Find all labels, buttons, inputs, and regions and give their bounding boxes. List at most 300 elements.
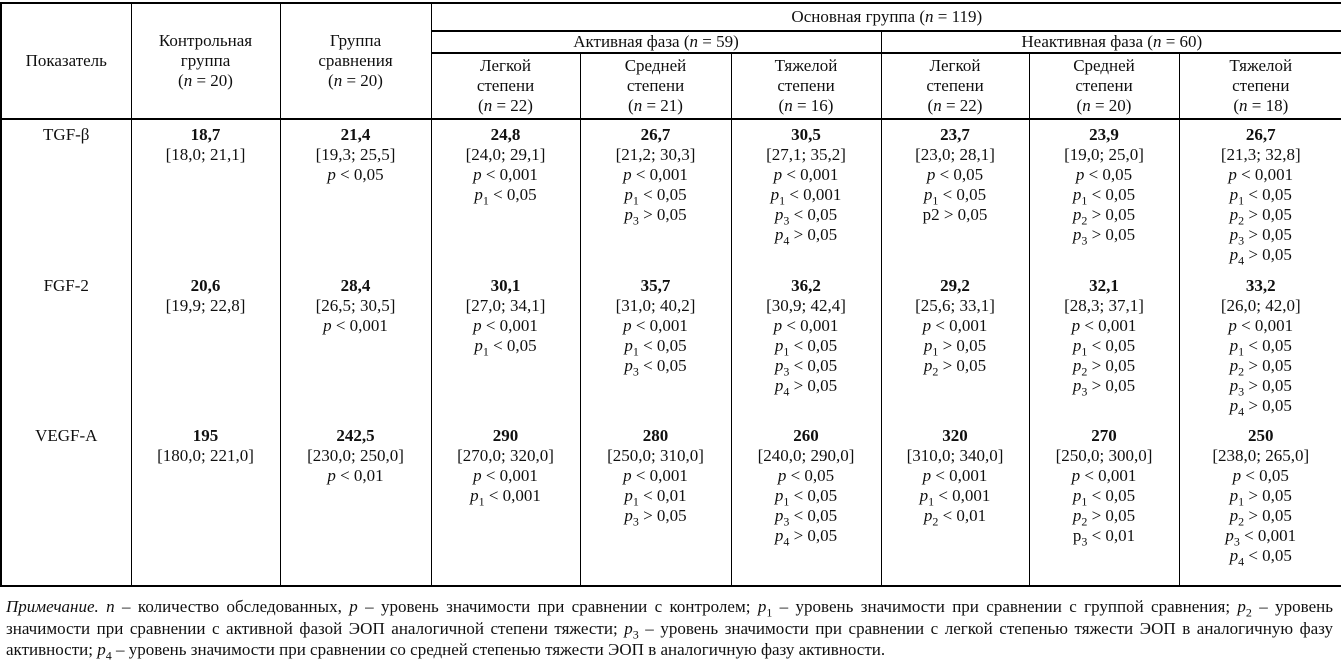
data-cell — [580, 421, 731, 586]
p-symbol: p — [1229, 336, 1239, 355]
p-symbol: p — [774, 205, 784, 224]
p-subscript: 1 — [482, 344, 489, 359]
p-subscript: 4 — [783, 534, 790, 549]
p-symbol: p — [1072, 526, 1082, 545]
results-table — [0, 2, 1341, 587]
p-symbol: p — [922, 466, 932, 485]
p-subscript: 3 — [632, 213, 639, 228]
data-cell — [431, 119, 580, 271]
p-subscript: 3 — [783, 514, 790, 529]
p-subscript: 3 — [1238, 384, 1245, 399]
p-subscript: 3 — [632, 514, 639, 529]
p-symbol: p — [1229, 546, 1239, 565]
iqr-range: [21,2; 30,3] — [615, 145, 696, 164]
header-line: степени — [1075, 76, 1133, 95]
median-value: 270 — [1091, 426, 1117, 445]
p-symbol: p — [922, 316, 932, 335]
p-value: $p_1 > 0,05$ — [1229, 486, 1292, 509]
header-line: Легкой — [929, 56, 981, 75]
p-value: $p_3 > 0,05$ — [1229, 225, 1292, 248]
median-value: 35,7 — [640, 276, 671, 295]
p-subscript: 1 — [783, 494, 790, 509]
data-cell — [280, 271, 431, 421]
p-symbol: p — [1071, 316, 1081, 335]
p-value: $p_1 < 0,05$ — [1229, 336, 1292, 359]
p-value: $p_4 > 0,05$ — [774, 376, 838, 399]
header-n: (n = 20) — [328, 71, 383, 90]
p-symbol: p — [774, 486, 784, 505]
p-value: p < 0,001 — [1071, 316, 1137, 335]
p-value: p < 0,001 — [1071, 466, 1137, 485]
iqr-range: [21,3; 32,8] — [1220, 145, 1301, 164]
p-subscript: 1 — [632, 494, 639, 509]
p-value: $p_2 < 0,01$ — [923, 506, 987, 529]
median-value: 24,8 — [490, 125, 521, 144]
p-symbol: p — [473, 165, 482, 184]
p-value: $p_1 < 0,05$ — [624, 336, 687, 359]
p-value: p < 0,05 — [1232, 466, 1289, 485]
data-cell — [1179, 421, 1341, 586]
p-subscript: 2 — [1081, 213, 1088, 228]
header-line: степени — [1232, 76, 1290, 95]
p-value: $p_1 > 0,05$ — [923, 336, 987, 359]
data-cell — [131, 271, 280, 421]
p-subscript: 3 — [1238, 233, 1245, 248]
p-symbol: p — [777, 466, 787, 485]
table-row — [1, 271, 1341, 421]
p-value: $p_1 < 0,05$ — [1072, 336, 1136, 359]
p-value: $p_2 > 0,05$ — [1072, 506, 1136, 529]
p-subscript: 2 — [932, 364, 939, 379]
data-cell — [881, 271, 1029, 421]
p-symbol: p — [1071, 466, 1081, 485]
p-symbol: p — [926, 165, 936, 184]
p-symbol: p — [774, 225, 784, 244]
column-header-severity — [1179, 53, 1341, 119]
p-symbol: p — [774, 336, 784, 355]
p-subscript: 1 — [1081, 494, 1088, 509]
p-subscript: 2 — [932, 514, 939, 529]
p-subscript: 1 — [632, 344, 639, 359]
iqr-range: [26,0; 42,0] — [1220, 296, 1301, 315]
median-value: 20,6 — [190, 276, 221, 295]
iqr-range: [18,0; 21,1] — [165, 145, 246, 164]
p-value: $p_2 > 0,05$ — [1229, 506, 1292, 529]
p-value: $p_3 < 0,01$ — [1072, 526, 1136, 549]
column-header-main-group: Основная группа (n = 119) — [431, 3, 1341, 31]
n-count-label: n — [483, 96, 493, 115]
table-body — [1, 119, 1341, 586]
p-value: $p_2 > 0,05$ — [1072, 205, 1136, 228]
p-value: p < 0,05 — [926, 165, 984, 184]
header-label: Основная группа — [791, 7, 916, 26]
header-line: сравнения — [318, 51, 393, 70]
header-label: Активная фаза — [573, 32, 680, 51]
header-line: Тяжелой — [1229, 56, 1293, 75]
p-value: $p_3 > 0,05$ — [1072, 225, 1136, 248]
p-symbol: p — [624, 356, 633, 375]
p-symbol: p — [1225, 526, 1234, 545]
data-cell — [731, 271, 881, 421]
data-cell — [131, 421, 280, 586]
p-subscript: 1 — [928, 494, 935, 509]
p-value: $p_4 < 0,05$ — [1229, 546, 1292, 569]
iqr-range: [250,0; 310,0] — [607, 446, 704, 465]
p-subscript: 1 — [482, 193, 489, 208]
p-symbol: p — [623, 165, 632, 184]
p-symbol: p — [1228, 165, 1237, 184]
data-cell — [1179, 119, 1341, 271]
data-cell — [881, 119, 1029, 271]
median-value: 33,2 — [1245, 276, 1276, 295]
p-subscript: 1 — [478, 494, 485, 509]
n-count-label: n — [925, 7, 934, 26]
iqr-range: [310,0; 340,0] — [906, 446, 1004, 465]
p-symbol: p — [923, 506, 933, 525]
data-cell — [881, 421, 1029, 586]
p-symbol: p — [624, 336, 633, 355]
footnote-italic: p — [757, 597, 767, 616]
n-count-label: n — [633, 96, 643, 115]
p-symbol: p — [327, 466, 336, 485]
iqr-range: [31,0; 40,2] — [615, 296, 696, 315]
footnote-subscript: 3 — [632, 626, 639, 641]
p-symbol: p — [774, 526, 784, 545]
p-subscript: 1 — [1081, 193, 1088, 208]
header-line: Легкой — [480, 56, 531, 75]
header-line: степени — [476, 76, 535, 95]
p-subscript: 1 — [1238, 494, 1245, 509]
table-row — [1, 119, 1341, 271]
p-subscript: 4 — [1238, 253, 1245, 268]
footnote-italic: p — [1237, 597, 1246, 616]
header-n: (n = 20) — [1076, 96, 1132, 115]
iqr-range: [250,0; 300,0] — [1055, 446, 1153, 465]
p-symbol: p — [1072, 225, 1082, 244]
p-value: $p_2 > 0,05$ — [1229, 356, 1292, 379]
data-cell — [431, 421, 580, 586]
p-symbol: p — [923, 336, 933, 355]
iqr-range: [240,0; 290,0] — [757, 446, 855, 465]
median-value: 32,1 — [1089, 276, 1119, 295]
column-header-severity — [580, 53, 731, 119]
median-value: 320 — [942, 426, 968, 445]
p-symbol: p — [623, 316, 632, 335]
p-symbol: p — [624, 185, 633, 204]
p-value: $p_3 < 0,05$ — [774, 356, 838, 379]
iqr-range: [30,9; 42,4] — [766, 296, 846, 315]
p-value: p < 0,001 — [773, 316, 839, 335]
median-value: 260 — [793, 426, 819, 445]
row-indicator: FGF-2 — [43, 276, 89, 295]
p-subscript: 1 — [632, 193, 639, 208]
p-value: p < 0,001 — [922, 316, 988, 335]
header-line: степени — [777, 76, 835, 95]
p-value: $p_1 < 0,05$ — [1072, 486, 1136, 509]
p-value: p < 0,05 — [1075, 165, 1133, 184]
p-symbol: p — [473, 316, 482, 335]
p-value: $p_3 > 0,05$ — [624, 205, 687, 228]
header-line: степени — [926, 76, 984, 95]
footnote-subscript: 1 — [766, 605, 773, 620]
p-symbol: p — [1228, 316, 1237, 335]
column-header-severity — [431, 53, 580, 119]
p-symbol: p — [623, 466, 632, 485]
iqr-range: [25,6; 33,1] — [915, 296, 995, 315]
p-subscript: 2 — [1081, 514, 1088, 529]
p-value: p < 0,001 — [323, 316, 388, 335]
data-cell — [580, 119, 731, 271]
median-value: 23,9 — [1089, 125, 1119, 144]
data-cell — [580, 271, 731, 421]
p-symbol: p — [474, 336, 483, 355]
p-value: $p_1 < 0,05$ — [474, 185, 537, 208]
page — [0, 2, 1341, 661]
p-symbol: p — [1072, 356, 1082, 375]
p-subscript: 4 — [783, 233, 790, 248]
column-header-control-group — [131, 3, 280, 119]
p-symbol: p — [1229, 185, 1239, 204]
p-subscript: 2 — [1081, 364, 1088, 379]
column-header-severity — [731, 53, 881, 119]
median-value: 250 — [1248, 426, 1274, 445]
iqr-range: [19,3; 25,5] — [315, 145, 396, 164]
iqr-range: [26,5; 30,5] — [315, 296, 396, 315]
p-value: $p_1 < 0,001$ — [919, 486, 991, 509]
p-value: $p_4 > 0,05$ — [1229, 245, 1292, 268]
p-value: p < 0,001 — [473, 316, 538, 335]
p-symbol: p — [773, 165, 783, 184]
footnote-italic: p — [349, 597, 358, 616]
header-line: Контрольная — [158, 31, 253, 50]
p-value: $p_4 > 0,05$ — [774, 526, 838, 549]
p-symbol: p — [1229, 506, 1239, 525]
p-symbol: p — [1229, 486, 1239, 505]
p-symbol: p — [919, 486, 929, 505]
footnote-italic: p — [97, 640, 106, 659]
p-subscript: 4 — [783, 384, 790, 399]
p-value: p < 0,05 — [327, 165, 384, 184]
header-line: Средней — [624, 56, 687, 75]
p-symbol: p — [470, 486, 479, 505]
p-subscript: 3 — [783, 364, 790, 379]
p-symbol: p — [1229, 225, 1239, 244]
header-n: (n = 22) — [478, 96, 533, 115]
median-value: 280 — [642, 426, 669, 445]
p-value: p < 0,001 — [773, 165, 839, 184]
n-count-label: n — [933, 96, 942, 115]
p-symbol: p — [923, 356, 933, 375]
header-n: (n = 20) — [178, 71, 233, 90]
p-symbol: p — [1075, 165, 1085, 184]
p-symbol: p — [774, 506, 784, 525]
median-value: 28,4 — [340, 276, 371, 295]
header-n: (n = 21) — [628, 96, 683, 115]
p-value: p < 0,001 — [922, 466, 988, 485]
p-value: $p_3 < 0,05$ — [624, 356, 687, 379]
median-value: 23,7 — [940, 125, 970, 144]
header-line: степени — [626, 76, 685, 95]
median-value: 30,5 — [791, 125, 821, 144]
p-value: p < 0,001 — [623, 316, 688, 335]
iqr-range: [23,0; 28,1] — [915, 145, 995, 164]
footnote-italic: n — [106, 597, 115, 616]
p-symbol: p — [774, 376, 784, 395]
p-value: $p_1 < 0,05$ — [624, 185, 687, 208]
data-cell — [1029, 271, 1179, 421]
table-header — [1, 3, 1341, 119]
p-symbol: p — [770, 185, 780, 204]
median-value: 21,4 — [340, 125, 371, 144]
p-value: $p_4 > 0,05$ — [774, 225, 838, 248]
p-value: $p_3 < 0,05$ — [774, 205, 838, 228]
p-value: p < 0,05 — [777, 466, 835, 485]
column-header-severity — [881, 53, 1029, 119]
median-value: 242,5 — [336, 426, 375, 445]
p-value: $p_1 < 0,05$ — [474, 336, 537, 359]
p-value: p < 0,001 — [473, 165, 538, 184]
iqr-range: [238,0; 265,0] — [1212, 446, 1310, 465]
p-subscript: 3 — [783, 213, 790, 228]
p-symbol: p — [1229, 205, 1239, 224]
median-value: 26,7 — [640, 125, 671, 144]
column-header-indicator: Показатель — [1, 3, 131, 119]
footnote-subscript: 2 — [1245, 605, 1252, 620]
table-footnote: Примечание. n – количество обследованных, p – уровень значимости при сравнении с контролем; $p_1$ – уровень значимости при сравнении с группой сравнения; $p_2$ – уровень значимости при сравнении с активной фазой ЭОП аналогичной степени тяжести; $p_3$ – уровень значимости при сравнении с легкой степенью тяжести ЭОП в аналогичную фазу активности; $p_4$ – уровень значимости при сравнении со средней степенью тяжести ЭОП в аналогичную фазу активности. — [6, 597, 1333, 663]
p-value: p < 0,01 — [327, 466, 384, 485]
n-count-label: n — [183, 71, 193, 90]
n-count-label: n — [784, 96, 793, 115]
header-line: Тяжелой — [774, 56, 838, 75]
p-value: $p_2 > 0,05$ — [923, 356, 987, 379]
p-symbol: p — [1229, 245, 1239, 264]
p-value: p < 0,001 — [623, 165, 688, 184]
data-cell — [431, 271, 580, 421]
p-value: p < 0,001 — [1228, 165, 1294, 184]
p-symbol: p2 — [922, 205, 940, 224]
header-n: (n = 18) — [1233, 96, 1289, 115]
column-header-inactive-phase: Неактивная фаза (n = 60) — [881, 31, 1341, 53]
p-subscript: 1 — [1238, 344, 1245, 359]
data-cell — [1029, 119, 1179, 271]
p-symbol: p — [323, 316, 332, 335]
p-value: $p_3 > 0,05$ — [1072, 376, 1136, 399]
data-cell — [280, 421, 431, 586]
p-value: $p_1 < 0,001$ — [470, 486, 541, 509]
p-value: p < 0,001 — [623, 466, 688, 485]
p-symbol: p — [474, 185, 483, 204]
iqr-range: [230,0; 250,0] — [307, 446, 404, 465]
p-symbol: p — [624, 205, 633, 224]
data-cell — [131, 119, 280, 271]
iqr-range: [180,0; 221,0] — [157, 446, 254, 465]
p-symbol: p — [1072, 205, 1082, 224]
p-subscript: 3 — [1081, 233, 1088, 248]
p-symbol: p — [1232, 466, 1242, 485]
p-symbol: p — [1072, 185, 1082, 204]
p-value: $p_2 > 0,05$ — [1229, 205, 1292, 228]
p-symbol: p — [1229, 376, 1239, 395]
p-value: $p_3 < 0,001$ — [1225, 526, 1297, 549]
n-count-label: n — [1082, 96, 1091, 115]
column-header-severity — [1029, 53, 1179, 119]
header-line: Средней — [1073, 56, 1135, 75]
n-count-label: n — [689, 32, 699, 51]
row-indicator: TGF-β — [43, 125, 90, 144]
p-subscript: 1 — [779, 193, 786, 208]
p-value: $p_1 < 0,01$ — [624, 486, 687, 509]
header-line: Группа — [329, 31, 382, 50]
data-cell — [1179, 271, 1341, 421]
p-subscript: 1 — [783, 344, 790, 359]
n-count-label: n — [333, 71, 343, 90]
iqr-range: [19,0; 25,0] — [1064, 145, 1144, 164]
p-value: $p_3 > 0,05$ — [1229, 376, 1292, 399]
p-symbol: p — [1072, 376, 1082, 395]
p-subscript: 2 — [1238, 364, 1245, 379]
p-value: p < 0,001 — [473, 466, 538, 485]
data-cell — [731, 421, 881, 586]
footnote-italic: p — [624, 618, 633, 638]
median-value: 36,2 — [791, 276, 821, 295]
column-header-active-phase: Активная фаза (n = 59) — [431, 31, 881, 53]
iqr-range: [27,1; 35,2] — [766, 145, 846, 164]
median-value: 29,2 — [940, 276, 970, 295]
header-label: Неактивная фаза — [1021, 32, 1144, 51]
p-value: $p_1 < 0,05$ — [774, 336, 838, 359]
p-symbol: p — [1229, 396, 1239, 415]
p-subscript: 3 — [1233, 534, 1240, 549]
p-symbol: p — [923, 185, 933, 204]
p-subscript: 2 — [1238, 514, 1245, 529]
header-n: (n = 16) — [778, 96, 834, 115]
p-subscript: 3 — [1081, 534, 1088, 549]
p-symbol: p — [624, 486, 633, 505]
column-header-comparison-group — [280, 3, 431, 119]
p-value: $p_4 > 0,05$ — [1229, 396, 1292, 419]
iqr-range: [27,0; 34,1] — [465, 296, 546, 315]
header-n: (n = 22) — [927, 96, 983, 115]
data-cell — [280, 119, 431, 271]
p-value: $p_1 < 0,05$ — [774, 486, 838, 509]
median-value: 195 — [192, 426, 219, 445]
p-symbol: p — [473, 466, 482, 485]
table-row — [1, 421, 1341, 586]
p-symbol: p — [773, 316, 783, 335]
p-symbol: p — [1229, 356, 1239, 375]
median-value: 290 — [492, 426, 519, 445]
p-value: $p_2 > 0,05$ — [1072, 356, 1136, 379]
p-subscript: 4 — [1238, 554, 1245, 569]
p-value: $p_1 < 0,05$ — [1229, 185, 1292, 208]
p-value: p2 > 0,05 — [922, 205, 988, 224]
footnote-subscript: 4 — [105, 648, 112, 663]
p-subscript: 2 — [1238, 213, 1245, 228]
p-symbol: p — [624, 506, 633, 525]
p-symbol: p — [327, 165, 336, 184]
p-symbol: p — [1072, 486, 1082, 505]
iqr-range: [28,3; 37,1] — [1064, 296, 1144, 315]
p-subscript: 1 — [1238, 193, 1245, 208]
iqr-range: [270,0; 320,0] — [457, 446, 554, 465]
p-value: $p_1 < 0,001$ — [770, 185, 842, 208]
p-subscript: 3 — [1081, 384, 1088, 399]
p-subscript: 1 — [1081, 344, 1088, 359]
p-value: $p_3 > 0,05$ — [624, 506, 687, 529]
row-indicator: VEGF-A — [1, 421, 131, 586]
p-subscript: 4 — [1238, 404, 1245, 419]
p-subscript: 1 — [932, 193, 939, 208]
